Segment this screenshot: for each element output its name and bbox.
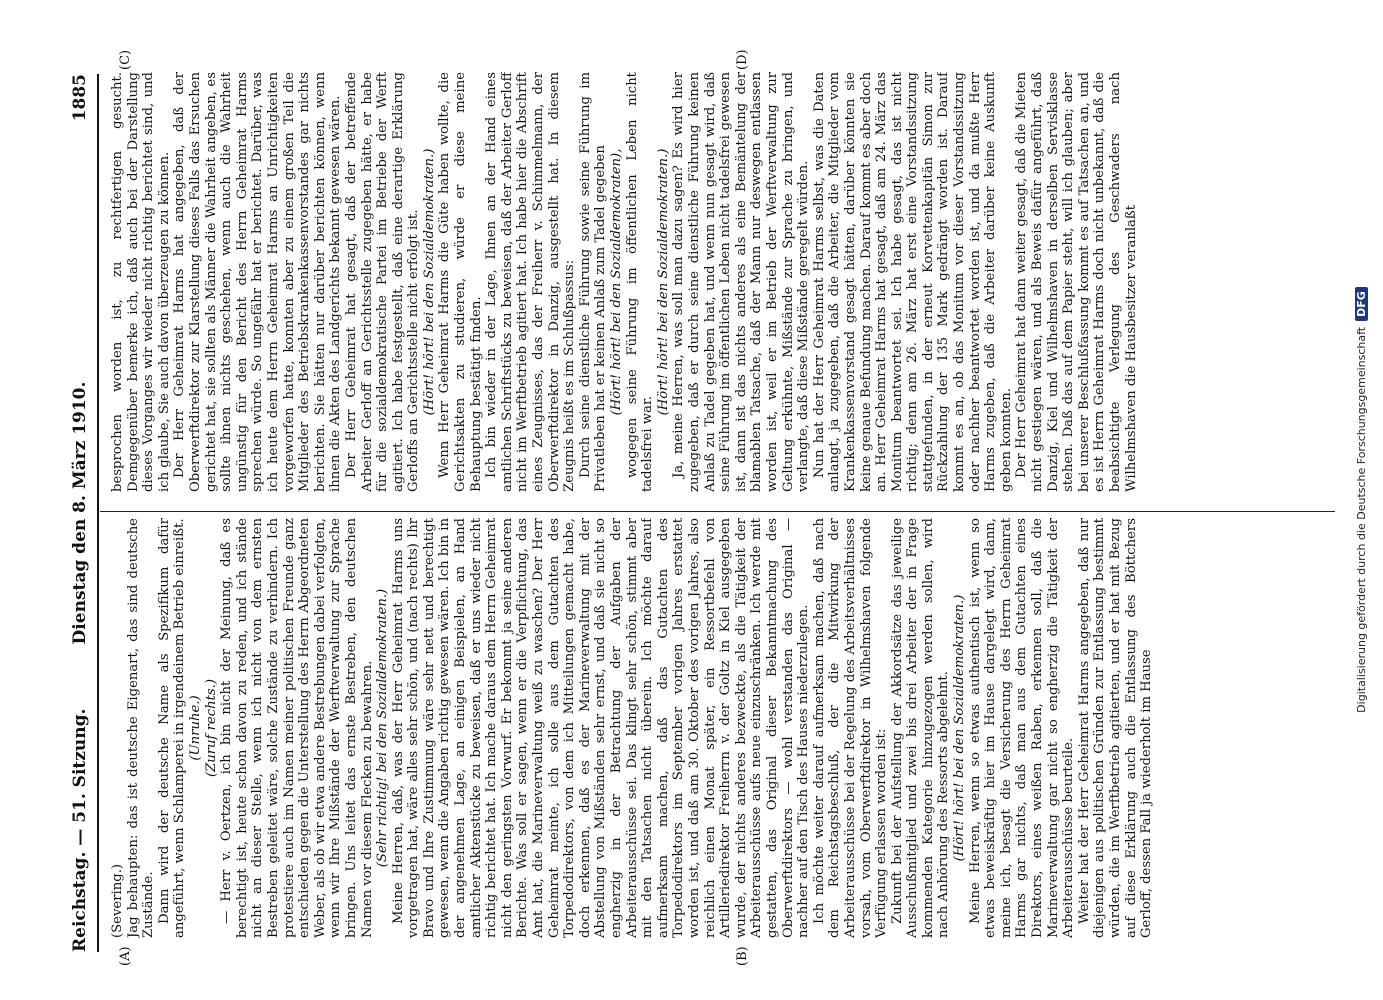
header-date: Dienstag den 8. März 1910. [70,381,90,645]
paragraph: Weiter hat der Herr Geheimrat Harms angegeben, daß nur diejenigen aus politischen Gründen zur Entlassung bestimmt würden, die im Werftbetrieb agitierten, und er hat mit Bezug auf diese Erklärung auch die Entlassung des Böttchers Gerloff, dessen Fall ja wiederholt im Hause [1076,518,1155,938]
paragraph: — Herr v. Oertzen, ich bin nicht der Meinung, daß es berechtigt ist, heute schon davon zu reden, und ich stände nicht an dieser Stelle, wenn ich nicht von dem ernsten Bestreben geleitet wäre, solche Zustände zu verhindern. Ich protestiere auch im Namen meiner politischen Freunde ganz entschieden gegen die Unterstellung des Herrn Abgeordneten Weber, als ob wir etwa andere Bestrebungen dabei verfolgten, wenn wir Ihre Mißstände der Werftverwaltung zur Sprache bringen. Uns leitet das ernste Bestreben, den deutschen Namen vor diesem Flecken zu bewahren. [219,518,375,938]
interjection: (Hört! hört! bei den Sozialdemokraten.) [421,148,437,416]
interjection: (Zuruf rechts.) [203,678,219,778]
interjection: (Hört! hört! bei den Sozialdemokraten), [609,148,624,416]
interjection: (Sehr richtig! bei den Sozialdemokraten.) [375,588,391,868]
paragraph: Meine Herren, daß, was der Herr Geheimrat Harms uns vorgetragen hat, wäre alles sehr schön, und (nach rechts) Ihr Bravo und Ihre Zustimmung wäre sehr nett und berechtigt gewesen, wenn die Angaben richtig gewesen wären. Ich bin in der angenehmen Lage, an einigen Beispielen, an Hand amtlicher Aktenstücke zu beweisen, daß er uns wieder nicht richtig berichtet hat. Ich mache daraus dem Herrn Geheimrat nicht den geringsten Vorwurf. Er bekommt ja seine anderen Berichte. Was soll er sagen, wenn er die Verpflichtung, das Amt hat, die Marineverwaltung weiß zu waschen? Der Herr Geheimrat meinte, ich solle aus dem Gutachten des Torpedodirektors, von dem ich Mitteilungen gemacht habe, doch erkennen, daß es der Marineverwaltung mit der Abstellung von Mißständen sehr ernst, und daß sie nicht so engherzig in der Betrachtung der Aufgaben der Arbeiterausschüsse sei. Das klingt sehr schön, stimmt aber mit den Tatsachen nicht überein. Ich möchte darauf aufmerksam machen, daß das Gutachten des Torpedodirektors im September vorigen Jahres erstattet worden ist, und daß am 30. Oktober des vorigen Jahres, also reichlich einen Monat später, ein Ressortbefehl von Artilleriedirektor Freiherrn v. der Goltz in Kiel ausgegeben wurde, der nichts anderes bezweckte, als die Tätigkeit der Arbeiterausschüsse aufs neue einzuschränken. Ich werde mit gestatten, das Original dieser Bekanntmachung des Oberwerftdirektors — wohl verstanden das Original — nachher auf den Tisch des Hauses niederzulegen. [390,518,812,938]
header-page-number: 1885 [70,74,90,122]
left-text-column [110,518,1325,938]
digitization-credit [1355,0,1368,1000]
paragraph: (Severing.) [110,863,125,938]
paragraph: Nun hat der Herr Geheimrat Harms selbst, was die Daten anlangt, ja zugegeben, daß die Arbeiter, die Mitglieder vom Krankenkassenvorstand gesagt hätten, darüber könnten sie keine genaue Befundung machen. Darauf kommt es aber doch an. Herr Geheimrat Harms hat gesagt, daß am 24. März das Monitum beantwortet sei. Ich habe gesagt, das ist nicht richtig; denn am 26. März hat erst eine Vorstandssitzung stattgefunden, in der erneut Korvettenkapitän Simon zur Rückzahlung der 135 Mark gedrängt worden ist. Darauf kommt es an, ob das Monitum vor dieser Vorstandssitzung oder nachher beantwortet worden ist, und da mußte Herr Harms zugeben, daß die Arbeiter darüber keine Auskunft geben konnten. [811,72,1014,492]
interjection: (Unruhe.) [187,695,203,761]
paragraph: besprochen worden ist, zu rechtfertigen gesucht. Demgegenüber bemerke ich, daß auch bei der Darstellung dieses Vorganges wir wieder nicht richtig berichtet sind, und ich glaube, Sie auch davon überzeugen zu können. [110,72,172,492]
paragraph: Ich möchte weiter darauf aufmerksam machen, daß nach dem Reichstagsbeschluß, der die Mitwirkung der Arbeiterausschüsse bei der Regelung des Arbeitsverhältnisses vorsah, vom Oberwerftdirektor in Wilhelmshaven folgende Verfügung erlassen worden ist: [811,518,890,938]
interjection: (Hört! hört! bei den Sozialdemokraten.) [655,148,671,416]
column-divider [100,511,1335,512]
paragraph: Zukunft bei der Aufstellung der Akkordsätze das jeweilige Ausschußmitglied und zwei bis drei Arbeiter der in Frage kommenden Kategorie hinzugezogen werden sollen, wird nach Anhörung des Ressorts abgelehnt. [889,518,952,938]
paragraph: Der Herr Geheimrat hat dann weiter gesagt, daß die Mieten nicht gestiegen wären, und als Beweis dafür angeführt, daß Danzig, Kiel und Wilhelmshaven in derselben Servisklasse stehen. Daß das auf dem Papier steht, will ich glauben; aber bei unserer Beschlußfassung kommt es auf Tatsachen an, und es ist Herrn Geheimrat Harms doch nicht unbekannt, daß die beabsichtigte Verlegung des Geschwaders nach Wilhelmshaven die Hausbesitzer veranlaßt [1014,72,1139,492]
margin-marker-b: (B) [735,946,750,966]
paragraph: Ich bin wieder in der Lage, Ihnen an der Hand eines amtlichen Schriftstücks zu beweisen, daß der Arbeiter Gerloff nicht im Werftbetrieb agitiert hat. Ich habe hier die Abschrift eines Zeugnisses, das der Freiherr v. Schimmelmann, der Oberwerftdirektor in Danzig, ausgestellt hat. In diesem Zeugnis heißt es im Schlußpassus: [484,72,578,492]
paragraph: Durch seine dienstliche Führung sowie seine Führung im Privatleben hat er keinen Anlaß zum Tadel gegeben [577,72,609,492]
interjection: (Hört! hört! bei den Sozialdemokraten.) [952,594,968,862]
header-session: Reichstag. — 51. Sitzung. [70,708,90,952]
paragraph: Der Herr Geheimrat hat gesagt, daß der betreffende Arbeiter Gerloff an Gerichtsstelle zugegeben hätte, er habe für die sozialdemokratische Partei im Betriebe der Werft agitiert. Ich habe festgestellt, daß eine derartige Erklärung Gerloffs an Gerichtsstelle nicht erfolgt ist. [343,72,422,492]
dfg-logo: DFG [1355,287,1368,321]
credit-text: Digitalisierung gefördert durch die Deutsche Forschungsgemeinschaft [1355,326,1368,713]
right-text-column [110,72,1325,492]
paragraph: Wenn Herr Geheimrat Harms die Güte haben wollte, die Gerichtsakten zu studieren, würde er diese meine Behauptung bestätigt finden. [437,72,484,492]
paragraph: wogegen seine Führung im öffentlichen Leben nicht tadelsfrei war. [624,72,656,492]
paragraph: Meine Herren, wenn so etwas authentisch ist, wenn so etwas beweiskräftig hier im Hause dargelegt wird, dann, meine ich, besagt die Versicherung des Herrn Geheimrat Harms gar nichts, daß man aus dem Gutachten eines Direktors, eines weißen Raben, erkennen soll, daß die Marineverwaltung gar nicht so engherzig die Tätigkeit der Arbeiterausschüsse beurteile. [967,518,1077,938]
paragraph: Jag behaupten: das ist deutsche Eigenart, das sind deutsche Zustände. [125,518,157,938]
margin-marker-c: (C) [118,49,133,70]
paragraph: Ja, meine Herren, was soll man dazu sagen? Es wird hier zugegeben, daß er durch seine dienstliche Führung keinen Anlaß zu Tadel gegeben hat, und wenn nun gesagt wird, daß seine Führung im öffentlichen Leben nicht tadelsfrei gewesen ist, dann ist das nichts anderes als eine Bemäntelung der blamablen Tatsache, daß der Mann nur deswegen entlassen worden ist, weil er im Betrieb der Werftverwaltung zur Geltung erkühnte, Mißstände zur Sprache zu bringen, und verlangte, daß diese Mißstände geregelt würden. [671,72,812,492]
margin-marker-d: (D) [735,49,750,70]
paragraph: Dann wird der deutsche Name als Spezifikum dafür angeführt, wenn Schlamperei in irgendeinem Betrieb einreißt. [156,518,188,938]
page-header [62,74,102,952]
paragraph: Der Herr Geheimrat Harms hat angegeben, daß der Oberwerftdirektor zur Klarstellung dieses Falls das Ersuchen gerichtet hat, sie sollten als Männer die Wahrheit angeben, es sollte ihnen nichts geschehen, wenn auch die Wahrheit ungünstig für den Bericht des Herrn Geheimrat Harms sprechen würde. So ungefähr hat er berichtet. Darüber, was ich heute dem Herrn Geheimrat Harms an Unrichtigkeiten vorgeworfen hatte, konnten aber zu einem großen Teil die Mitglieder des Betriebskrankenkassenvorstandes gar nichts berichten. Sie hätten nur darüber berichten können, wenn ihnen die Akten des Landgerichts bekannt gewesen wären. [172,72,344,492]
header-rule [97,74,99,952]
margin-marker-a: (A) [118,946,133,966]
